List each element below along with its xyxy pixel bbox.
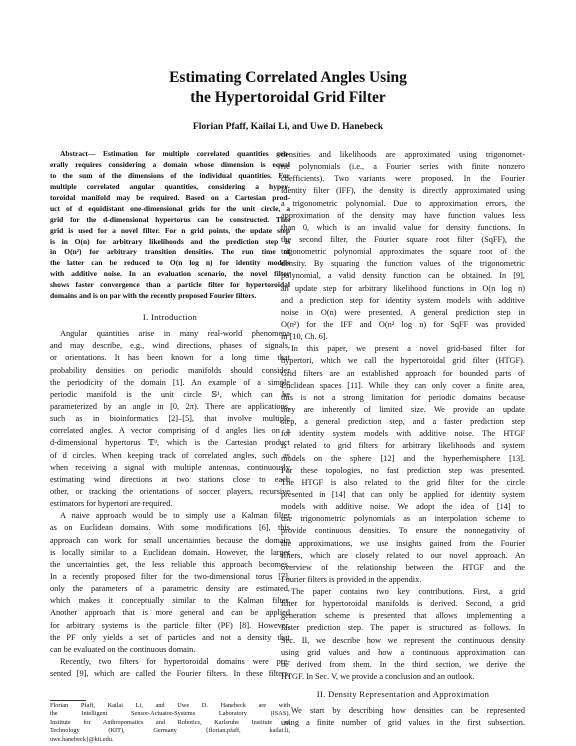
abstract-line: grid for the d-dimensional hypertorus can be constructed. This [50, 214, 290, 224]
title-line-2: the Hypertoroidal Grid Filter [190, 89, 386, 106]
text-line: models with additive noise. We adopt the idea of [14] to [281, 502, 525, 512]
text-line: Another approach that is more general and can be applied [50, 608, 290, 618]
text-line: an update step for arbitrary likelihood functions in O(n log n) [281, 283, 525, 293]
spacer [50, 302, 290, 310]
text-line: coefficients). Two variants were proposed. In the Fourier [281, 174, 525, 184]
text-line: The paper contains two key contributions. First, a grid [291, 587, 525, 597]
author-list: Florian Pfaff, Kailai Li, and Uwe D. Hanebeck [192, 121, 384, 132]
text-line: using a finite number of grid values in the first subsection. [281, 718, 525, 728]
text-line: using grid values and how a continuous approximation can [281, 647, 525, 657]
section-heading-introduction: I. Introduction [142, 312, 198, 323]
text-line: approximation of the density may have function values less [281, 210, 525, 220]
text-line: overview of the relationship between the HTGF and the [281, 562, 525, 572]
body-paragraph-4 [281, 705, 525, 729]
text-line: Fourier filters is provided in the appendix. [281, 574, 422, 584]
text-line: d-dimensional hypertorus 𝕋ᵈ, which is the Cartesian product [50, 438, 290, 448]
text-line: the PF only yields a set of particles and not a density that [50, 632, 290, 642]
footnote-line: Institute for Anthropomatics and Robotics, Karlsruhe Institute of [50, 718, 290, 726]
text-line: filter for hypertoroidal manifolds is derived. Second, a grid [281, 599, 525, 609]
text-line: models on the sphere [12] and the hyperhemisphere [13]. [281, 453, 525, 463]
body-paragraph-1 [281, 149, 525, 343]
text-line: Euclidean spaces [11]. While they can only cover a finite area, [281, 380, 525, 390]
text-line: for identity system models with additive noise. The HTGF [281, 429, 525, 439]
text-line: identity filter (IFF), the density is directly approximated using [281, 186, 525, 196]
text-line: for arbitrary systems is the particle filter (PF) [8]. However, [50, 620, 290, 630]
abstract-line: toroidal manifold may be required. Based on a Cartesian prod- [50, 192, 290, 202]
text-line: We start by describing how densities can be represented [291, 706, 525, 716]
footnote-line: uwe.hanebeck}@kit.edu. [50, 735, 114, 743]
text-line: Recently, two filters for hypertoroidal domains were pre- [60, 656, 290, 666]
text-line: other, or tracking the orientations of soccer players, recursive [50, 486, 290, 496]
text-line: presented in [14] that can only be applied for identity system [281, 489, 525, 499]
text-line: of d circles. When keeping track of correlated angles, such as [50, 450, 290, 460]
text-line: correlated angles. A vector comprising of d angles lies on a [50, 426, 290, 436]
text-line: generation scheme is presented that allows implementing a [281, 611, 525, 621]
text-line: such as in bioinformatics [2]–[5], that involve multiple [50, 414, 290, 424]
text-line: densities and likelihoods are approximated using trigonomet- [281, 150, 525, 159]
footnote-line: the Intelligent Sensor-Actuator-Systems Laboratory (ISAS), [50, 710, 290, 718]
text-line: only the parameters of a parametric density are estimated, [50, 584, 290, 594]
text-line: a trigonometric polynomial. Due to approximation errors, the [281, 198, 525, 208]
abstract-line: shows faster convergence than a particle filter for hypertoroidal [50, 280, 290, 290]
abstract-line: with additive noise. In an evaluation scenario, the novel filter [50, 269, 290, 279]
right-column [281, 149, 525, 729]
text-line: periodic manifold is the unit circle 𝕊¹, which can be [50, 389, 290, 399]
text-line: A naive approach would be to simply use a Kalman filter [60, 511, 290, 521]
text-line: provide continuous densities. To ensure the nonnegativity of [281, 526, 525, 536]
intro-paragraph-2 [50, 510, 290, 656]
intro-paragraph-3 [50, 656, 290, 680]
text-line: filters, which are closely related to our novel approach. An [281, 550, 525, 560]
text-line: For these topologies, no fast prediction step was presented. [281, 465, 525, 475]
text-line: In a recently proposed filter for the two-dimensional torus [7], [50, 571, 290, 581]
text-line: hypertori, which we call the hypertoroidal grid filter (HTGF). [281, 356, 525, 366]
abstract-line: the latter can be reduced to O(n log n) for identity models [50, 258, 290, 268]
text-line: O(n²) for the IFF and O(n² log n) for SqFF was provided [281, 319, 525, 329]
text-line: polynomial, a valid density function can be obtained. In [9], [281, 271, 525, 281]
text-line: approach can work for small uncertainties because the domain [50, 535, 290, 545]
text-line: sented [9], which are called the Fourier filters. In these filters, [50, 669, 290, 679]
text-line: be derived from them. In the third section, we derive the [281, 659, 525, 669]
left-column [50, 149, 290, 680]
text-line: step, a general prediction step, and a faster prediction step [281, 417, 525, 427]
section-heading-density: II. Density Representation and Approximation [316, 689, 490, 700]
abstract-line: multiple correlated angular quantities, considering a hyper- [50, 181, 290, 191]
text-line: than 0, which is an invalid value for density functions. In [281, 222, 525, 232]
body-paragraph-2 [281, 343, 525, 586]
text-line: Angular quantities arise in many real-world phenomena [60, 329, 290, 339]
abstract-line: domains and is on par with the recently proposed Fourier filters. [50, 291, 257, 301]
footnote-line: Florian Pfaff, Kailai Li, and Uwe D. Hanebeck are with [50, 702, 290, 709]
text-line: or orientations. It has been known for a long time that [50, 353, 290, 363]
text-line: noise in O(n) were presented. A general prediction step in [281, 307, 525, 317]
text-line: is related to grid filters for arbitrary likelihoods and system [281, 441, 525, 451]
text-line: and a prediction step for identity system models with additive [281, 295, 525, 305]
footnote-line: Technology (KIT), Germany {florian.pfaff, kailai.li, [50, 727, 290, 735]
abstract-line: to the sum of the dimensions of the individual quantities. For [50, 170, 290, 180]
text-line: as on Euclidean domains. With some modifications [6], this [50, 523, 290, 533]
text-line: the approximations, we use insights gained from the Fourier [281, 538, 525, 548]
text-line: density. By squaring the function values of the trigonometric [281, 259, 525, 269]
text-line: when receiving a signal with multiple antennas, continuously [50, 462, 290, 472]
abstract-line: erally requires considering a domain whose dimension is equal [50, 159, 290, 169]
text-line: faster prediction step. The paper is structured as follows. In [281, 623, 525, 633]
abstract [50, 149, 290, 302]
text-line: estimating wind directions at two stations close to each [50, 474, 290, 484]
footnote-rule [50, 700, 86, 701]
affiliation-footnote [50, 702, 290, 744]
abstract-line: Abstract— Estimation for multiple correlated quantities gen- [60, 149, 290, 158]
text-line: HTGF. In Sec. V, we provide a conclusion and an outlook. [281, 672, 475, 682]
text-line: which makes it conceptually similar to the Kalman filter. [50, 596, 290, 606]
text-line: is locally similar to a Euclidean domain. However, the larger [50, 547, 290, 557]
text-line: estimators for hypertori are required. [50, 499, 173, 509]
text-line: Grid filters are an established approach for bounded parts of [281, 368, 525, 378]
intro-paragraph-1 [50, 328, 290, 510]
text-line: in [10, Ch. 6]. [281, 332, 328, 342]
abstract-line: grid is used for a novel filter. For n grid points, the update step [50, 225, 290, 235]
abstract-line: is in O(n) for arbitrary likelihoods and the prediction step is [50, 236, 290, 246]
text-line: probability densities on periodic manifolds should consider [50, 365, 290, 375]
text-line: can be evaluated on the continuous domain. [50, 644, 196, 654]
text-line: ric polynomials (i.e., a Fourier series with finite nonzero [281, 162, 525, 172]
abstract-line: uct of d equidistant one-dimensional grids for the unit circle, a [50, 203, 290, 213]
text-line: the uncertainties get, the less reliable this approach becomes. [50, 559, 290, 569]
text-line: In this paper, we present a novel grid-based filter for [291, 344, 525, 354]
text-line: trigonometric polynomial approximates the square root of the [281, 247, 525, 257]
body-paragraph-3 [281, 586, 525, 683]
text-line: The HTGF is also related to the grid filter for the circle [281, 477, 525, 487]
abstract-line: in O(n²) for arbitrary transition densities. The run time of [50, 247, 290, 257]
paper-title [0, 68, 576, 108]
text-line: Sec. II, we describe how we represent the continuous density [281, 635, 525, 645]
text-line: they are inherently of limited size. We provide an update [281, 404, 525, 414]
text-line: use trigonometric polynomials as an interpolation scheme to [281, 514, 525, 524]
text-line: the second filter, the Fourier square root filter (SqFF), the [281, 234, 525, 244]
title-line-1: Estimating Correlated Angles Using [169, 69, 407, 86]
text-line: parameterized by an angle in [0, 2π). There are applications, [50, 401, 290, 411]
text-line: and may describe, e.g., wind directions, phases of signals, [50, 341, 290, 351]
text-line: this is not a strong limitation for periodic domains because [281, 392, 525, 402]
text-line: the periodicity of the domain [1]. An example of a simple [50, 377, 290, 387]
